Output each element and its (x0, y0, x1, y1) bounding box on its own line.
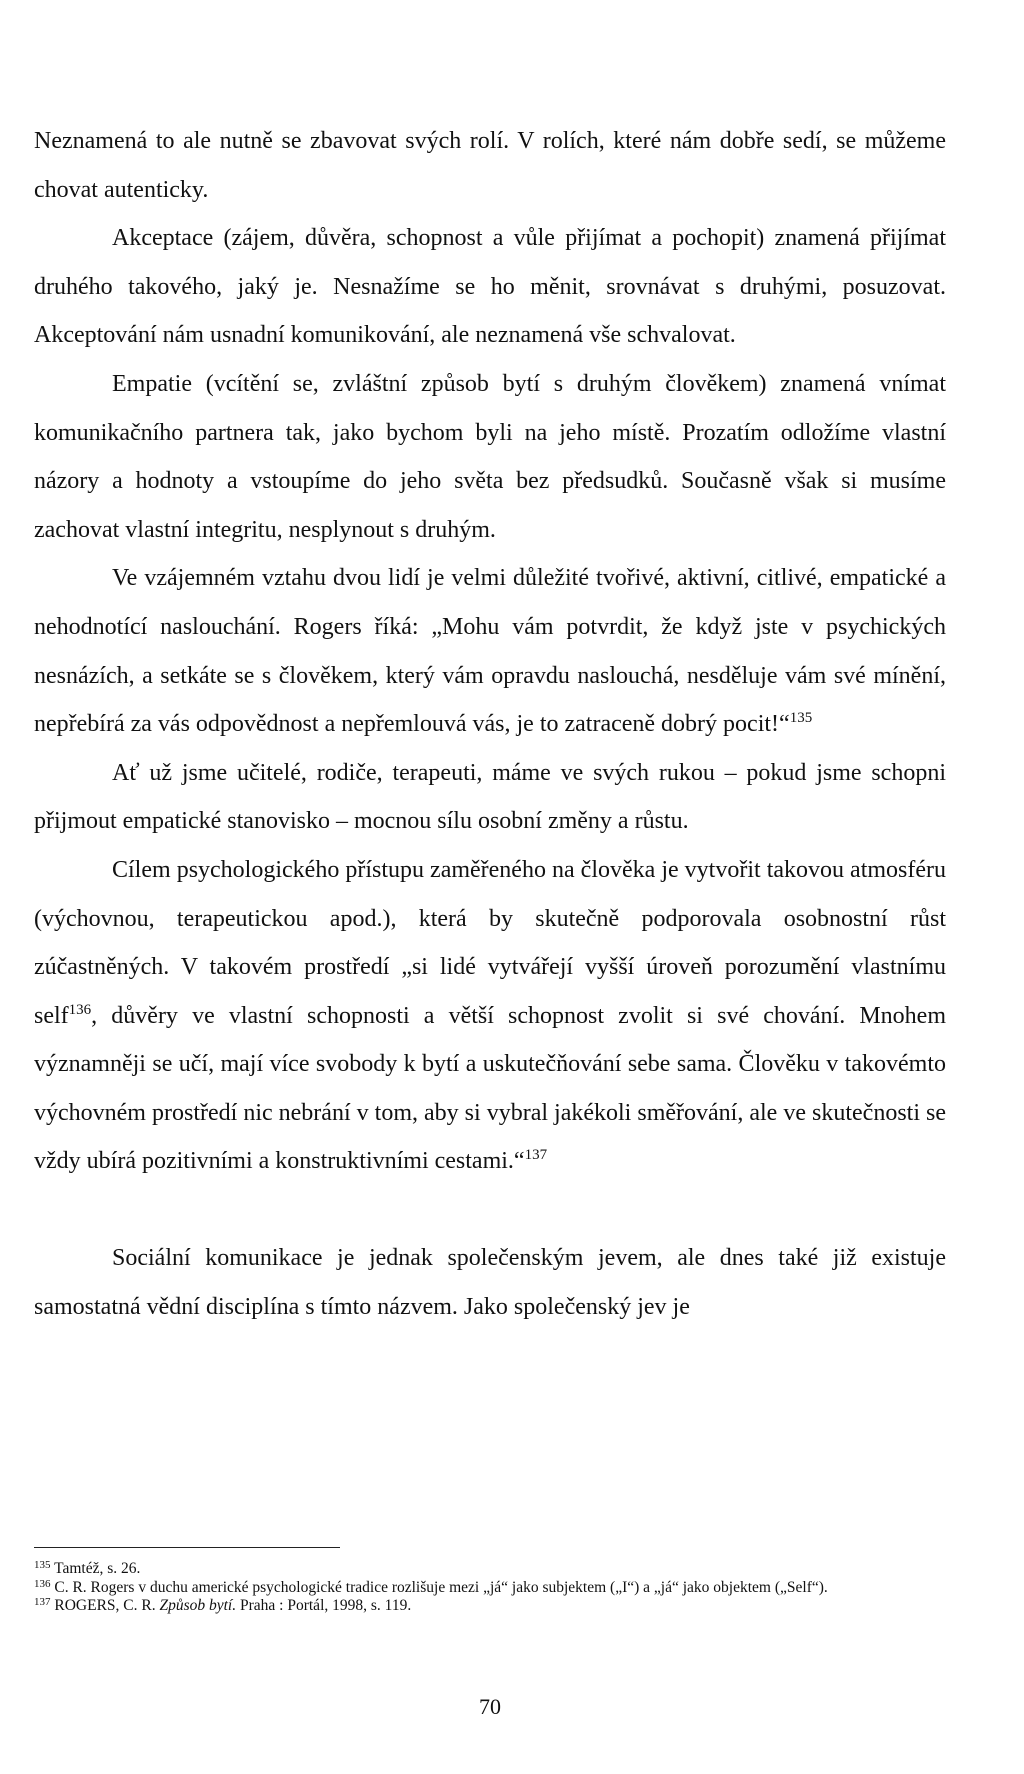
page-number: 70 (479, 1694, 501, 1719)
main-text (34, 117, 946, 1331)
footnote-ref-136: 136 (68, 1001, 92, 1018)
paragraph-roles: Neznamená to ale nutně se zbavovat svých rolí. V rolích, které nám dobře sedí, se můžeme chovat autenticky. (34, 128, 946, 203)
footnote-ref-137: 137 (524, 1147, 548, 1164)
footnote-137 (34, 1597, 946, 1616)
footnote-135 (34, 1560, 946, 1579)
footnote-ref-135: 135 (789, 710, 813, 727)
footnote-number: 137 (34, 1596, 51, 1608)
footnote-text-before: ROGERS, C. R. (54, 1597, 160, 1614)
paragraph-person-centered (34, 846, 946, 1186)
paragraph-listening-text: Ve vzájemném vztahu dvou lidí je velmi důležité tvořivé, aktivní, citlivé, empatické a nehodnotící naslouchání. Rogers říká: „Mohu vám potvrdit, že když jste v psychických nesnázích, a setkáte se s člověkem, který vám opravdu naslouchá, nesděluje vám své mínění, nepřebírá za vás odpovědnost a nepřemlouvá vás, je to zatraceně dobrý pocit!“ (34, 565, 946, 738)
paragraph-listening (34, 554, 946, 748)
paragraph-gap (34, 1186, 946, 1234)
footnote-book-title: Způsob bytí. (159, 1597, 237, 1614)
footnote-number: 136 (34, 1577, 51, 1590)
footnote-136 (34, 1579, 946, 1598)
footnote-text: Tamtéž, s. 26. (54, 1560, 141, 1577)
footnotes (34, 1560, 946, 1616)
paragraph-empathy: Empatie (vcítění se, zvláštní způsob bytí s druhým člověkem) znamená vnímat komunikačního partnera tak, jako bychom byli na jeho místě. Prozatím odložíme vlastní názory a hodnoty a vstoupíme do jeho světa bez předsudků. Současně však si musíme zachovat vlastní integritu, nesplynout s druhým. (34, 370, 946, 543)
paragraph-person-centered-text-a: Cílem psychologického přístupu zaměřeného na člověka je vytvořit takovou atmosféru (výchovnou, terapeutickou apod.), která by skutečně podporovala osobnostní růst zúčastněných. V takovém prostředí „si lidé vytvářejí vyšší úroveň porozumění vlastnímu self (34, 856, 946, 1029)
paragraph-teachers: Ať už jsme učitelé, rodiče, terapeuti, máme ve svých rukou – pokud jsme schopni přijmout empatické stanovisko – mocnou sílu osobní změny a růstu. (34, 759, 946, 835)
footnote-number: 135 (34, 1559, 51, 1571)
footnote-divider (34, 1547, 340, 1548)
paragraph-social-communication: Sociální komunikace je jednak společenským jevem, ale dnes také již existuje samostatná vědní disciplína s tímto názvem. Jako společenský jev je (34, 1245, 946, 1320)
paragraph-person-centered-text-b: , důvěry ve vlastní schopnosti a větší schopnost zvolit si své chování. Mnohem významněji se učí, mají více svobody k bytí a uskutečňování sebe sama. Člověku v takovémto výchovném prostředí nic nebrání v tom, aby si vybral jakékoli směřování, ale ve skutečnosti se vždy ubírá pozitivními a konstruktivními cestami.“ (34, 1002, 946, 1175)
paragraph-acceptance: Akceptace (zájem, důvěra, schopnost a vůle přijímat a pochopit) znamená přijímat druhého takového, jaký je. Nesnažíme se ho měnit, srovnávat s druhými, posuzovat. Akceptování nám usnadní komunikování, ale neznamená vše schvalovat. (34, 225, 946, 349)
footnote-text-after: Praha : Portál, 1998, s. 119. (236, 1597, 412, 1614)
footnote-text: C. R. Rogers v duchu americké psychologické tradice rozlišuje mezi „já“ jako subjektem („I“) a „já“ jako objektem („Self“). (54, 1578, 828, 1596)
